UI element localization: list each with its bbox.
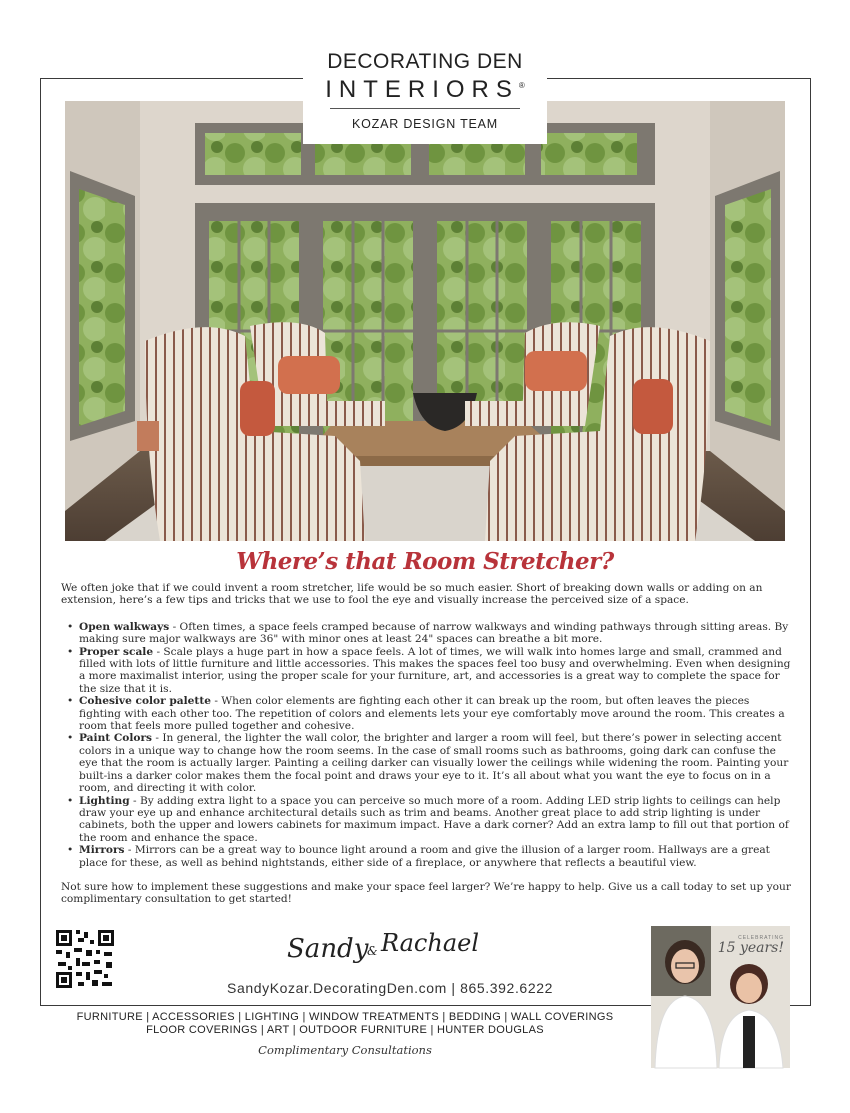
tip-title: Mirrors [79, 844, 125, 857]
signature-amp: & [367, 944, 378, 958]
tip-title: Open walkways [79, 620, 170, 633]
tip-proper-scale [61, 646, 791, 696]
tip-text: - By adding extra light to a space you can perceive so much more of a room. Adding LED strip lights to ceilings can help draw your eye up and enhance architectural details such as trim and beams. Another great place to add strip lighting is under cabinets, both the upper and lowers cabinets for maximum impact. Have a dark corner? Add an extra lamp to fill out that portion of the room and enhance the space. [79, 794, 789, 844]
article-body [61, 582, 791, 906]
signature-image [283, 915, 480, 977]
logo-line2 [303, 76, 547, 104]
tip-title: Paint Colors [79, 732, 152, 745]
tagline: Complimentary Consultations [258, 1043, 432, 1057]
living-room-image [65, 101, 785, 541]
logo-line1: DECORATING DEN [327, 50, 523, 73]
logo-interiors: INTERIORS [325, 76, 519, 103]
tip-title: Lighting [79, 794, 130, 807]
logo-team: KOZAR DESIGN TEAM [351, 117, 499, 131]
tip-lighting [61, 795, 791, 845]
tip-open-walkways [61, 621, 791, 646]
anniversary-badge: 15 years! [717, 940, 784, 956]
team-photo [651, 926, 790, 1068]
services-line-1: FURNITURE | ACCESSORIES | LIGHTING | WINDOW TREATMENTS | BEDDING | WALL COVERINGS [76, 1011, 614, 1023]
qr-code[interactable] [54, 928, 116, 990]
tip-paint-colors [61, 732, 791, 794]
contact-line[interactable]: SandyKozar.DecoratingDen.com | 865.392.6222 [227, 980, 553, 996]
tip-title: Cohesive color palette [79, 695, 211, 708]
services-list [40, 1011, 650, 1036]
services-line-2: FLOOR COVERINGS | ART | OUTDOOR FURNITURE | HUNTER DOUGLAS [146, 1023, 544, 1036]
tip-text: - When color elements are fighting each other it can break up the room, but often leaves the pieces fighting with each other too. The repetition of colors and elements lets your eye comfortably move around the room. This creates a room that feels more pulled together and cohesive. [79, 695, 785, 733]
room-photo [65, 101, 785, 541]
tips-list [61, 621, 791, 869]
logo-divider [330, 108, 520, 109]
tip-text: - Scale plays a huge part in how a space feels. A lot of times, we will walk into homes large and small, crammed and filled with lots of little furniture and little accessories. This makes the spaces feel too busy and overwhelming. Even when designing a more maximalist interior, using the proper scale for your furniture, art, and accessories is a great way to complete the space for the size that it is. [79, 645, 791, 695]
tip-text: - In general, the lighter the wall color, the brighter and larger a room will feel, but there’s power in selecting accent colors in a unique way to change how the room seems. In the case of small rooms such as bathrooms, going dark can confuse the eye that the room is actually larger. Painting a ceiling darker can visually lower the ceilings while widening the room. Painting your built-ins a darker color makes them the focal point and draws your eye to it. It’s all about what you want the eye to focus on in a room, and directing it with color. [79, 732, 789, 795]
article-headline: Where’s that Room Stretcher? [236, 548, 614, 575]
tip-title: Proper scale [79, 645, 154, 658]
tip-cohesive-color [61, 695, 791, 732]
article-intro: We often joke that if we could invent a room stretcher, life would be so much easier. Short of breaking down walls or adding on an extension, here’s a few tips and tricks that we use to fool the eye and visually increase the perceived size of a space. [61, 582, 763, 607]
tip-text: - Mirrors can be a great way to bounce light around a room and give the illusion of a larger room. Hallways are a great place for these, as well as behind nightstands, either side of a fireplace, or anywhere that reflects a beautiful view. [79, 844, 770, 869]
tip-text: - Often times, a space feels cramped because of narrow walkways and winding pathways through sitting areas. By making sure major walkways are 36" with minor ones at least 24" spaces can breathe a bit more. [79, 620, 789, 646]
signature-sandy: Sandy [287, 934, 369, 964]
signature [283, 915, 480, 977]
article-closing: Not sure how to implement these suggestions and make your space feel larger? We’re happy to help. Give us a call today to set up your complimentary consultation to get started! [61, 880, 791, 906]
brand-logo [303, 42, 547, 144]
registered-mark: ® [518, 81, 525, 90]
tip-mirrors [61, 844, 791, 869]
qr-code-icon [54, 928, 116, 990]
signature-rachael: Rachael [381, 929, 480, 957]
anniversary-label: CELEBRATING [738, 935, 784, 941]
